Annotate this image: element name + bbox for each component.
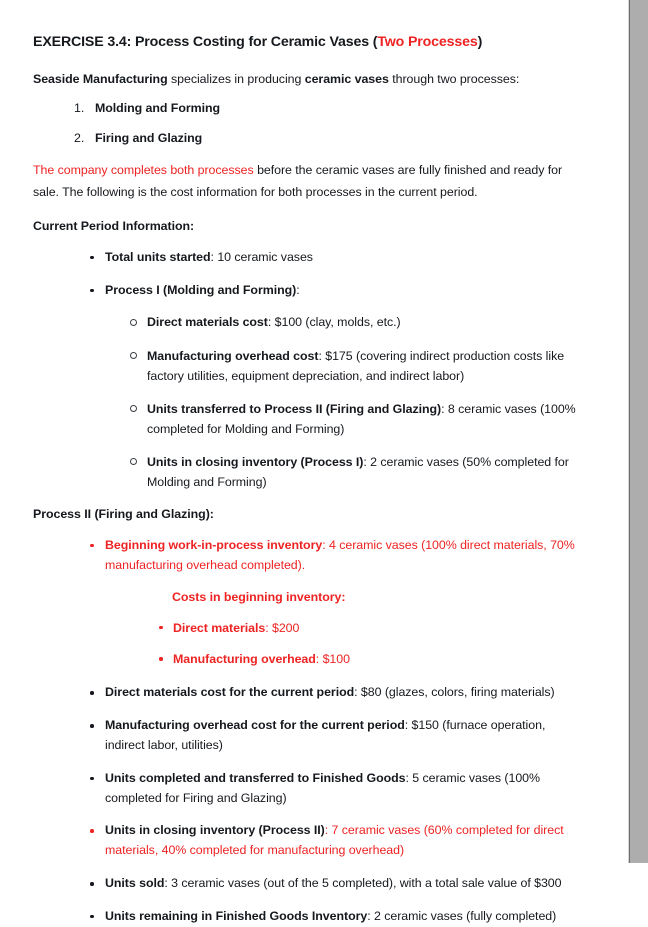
vertical-scrollbar-thumb[interactable]	[629, 0, 648, 863]
item-value: : $100 (clay, molds, etc.)	[267, 315, 401, 330]
item-value: : $175 (covering indirect production costs like factory utilities, equipment depreciation, and indirect labor)	[147, 348, 565, 383]
list-item	[105, 248, 580, 268]
process-label: Firing and Glazing	[95, 130, 203, 145]
item-label: Total units started	[105, 249, 211, 264]
process-list	[33, 99, 580, 147]
process-two-list	[33, 536, 580, 927]
current-period-list	[33, 248, 580, 492]
item-value: :	[296, 282, 300, 297]
completion-paragraph	[33, 160, 580, 203]
item-label: Manufacturing overhead cost for the current period	[105, 718, 405, 733]
list-item	[147, 346, 580, 386]
list-item	[105, 874, 580, 894]
item-label: Units in closing inventory (Process II)	[105, 823, 325, 838]
item-label: Direct materials cost	[147, 315, 268, 330]
intro-paragraph	[33, 69, 580, 90]
intro-text-2: through two processes:	[388, 71, 520, 86]
completion-highlight: The company completes both processes	[33, 163, 254, 178]
current-period-heading: Current Period Information:	[33, 218, 195, 233]
item-value: : $80 (glazes, colors, firing materials)	[354, 685, 555, 700]
item-label: Units transferred to Process II (Firing and Glazing)	[147, 401, 442, 416]
item-label: Manufacturing overhead cost	[147, 348, 319, 363]
page-title	[33, 33, 580, 52]
item-value: : 10 ceramic vases	[210, 249, 313, 264]
item-label: Beginning work-in-process inventory	[105, 537, 323, 552]
list-item	[147, 399, 580, 439]
list-item	[105, 821, 580, 861]
completion-rest: before the ceramic vases are fully finished and ready for sale. The following is the cost information for both processes in the current period.	[33, 163, 563, 199]
list-item	[105, 281, 580, 493]
item-value: : 5 ceramic vases (100% completed for Firing and Glazing)	[105, 770, 540, 805]
list-item	[105, 716, 580, 756]
costs-in-beginning-heading: Costs in beginning inventory:	[172, 589, 346, 604]
item-label: Units remaining in Finished Goods Inventory	[105, 908, 368, 923]
item-value: : 4 ceramic vases (100% direct materials, 70% manufacturing overhead completed).	[105, 537, 575, 572]
list-item	[173, 650, 580, 670]
vertical-scrollbar-track[interactable]	[629, 0, 648, 863]
item-value: : $100	[315, 652, 350, 667]
company-name: Seaside Manufacturing	[33, 71, 168, 86]
process-label: Molding and Forming	[95, 101, 221, 116]
page-title-prefix: EXERCISE 3.4: Process Costing for Ceramic Vases (	[33, 34, 378, 50]
process-one-detail-list	[105, 312, 580, 492]
list-item	[173, 619, 580, 639]
list-item	[147, 452, 580, 492]
item-label: Manufacturing overhead	[173, 652, 316, 667]
list-item	[105, 907, 580, 927]
item-label: Units in closing inventory (Process I)	[147, 454, 364, 469]
list-item	[105, 683, 580, 703]
item-label: Direct materials cost for the current period	[105, 685, 355, 700]
item-label: Units sold	[105, 876, 165, 891]
product-name: ceramic vases	[304, 71, 389, 86]
item-value: : $200	[265, 620, 300, 635]
page-title-suffix: )	[477, 34, 483, 50]
process-two-heading: Process II (Firing and Glazing):	[33, 507, 214, 522]
item-label: Units completed and transferred to Finished Goods	[105, 770, 406, 785]
list-item	[105, 536, 580, 670]
costs-in-beginning-list	[105, 619, 580, 671]
item-value: : 2 ceramic vases (50% completed for Molding and Forming)	[147, 454, 569, 490]
intro-text-1: specializes in producing	[167, 71, 305, 86]
item-label: Direct materials	[173, 620, 266, 635]
list-item	[105, 769, 580, 809]
item-value: : 3 ceramic vases (out of the 5 completed), with a total sale value of $300	[164, 876, 562, 891]
list-item	[147, 312, 580, 332]
item-value: : $150 (furnace operation, indirect labor, utilities)	[105, 718, 546, 752]
item-value: : 7 ceramic vases (60% completed for direct materials, 40% completed for manufacturing overhead)	[105, 823, 564, 858]
page-title-highlight: Two Processes	[377, 34, 478, 50]
item-value: : 2 ceramic vases (fully completed)	[367, 908, 557, 923]
list-item	[95, 99, 580, 118]
list-item	[95, 129, 580, 148]
item-value: : 8 ceramic vases (100% completed for Molding and Forming)	[147, 401, 576, 436]
item-label: Process I (Molding and Forming)	[105, 282, 297, 297]
